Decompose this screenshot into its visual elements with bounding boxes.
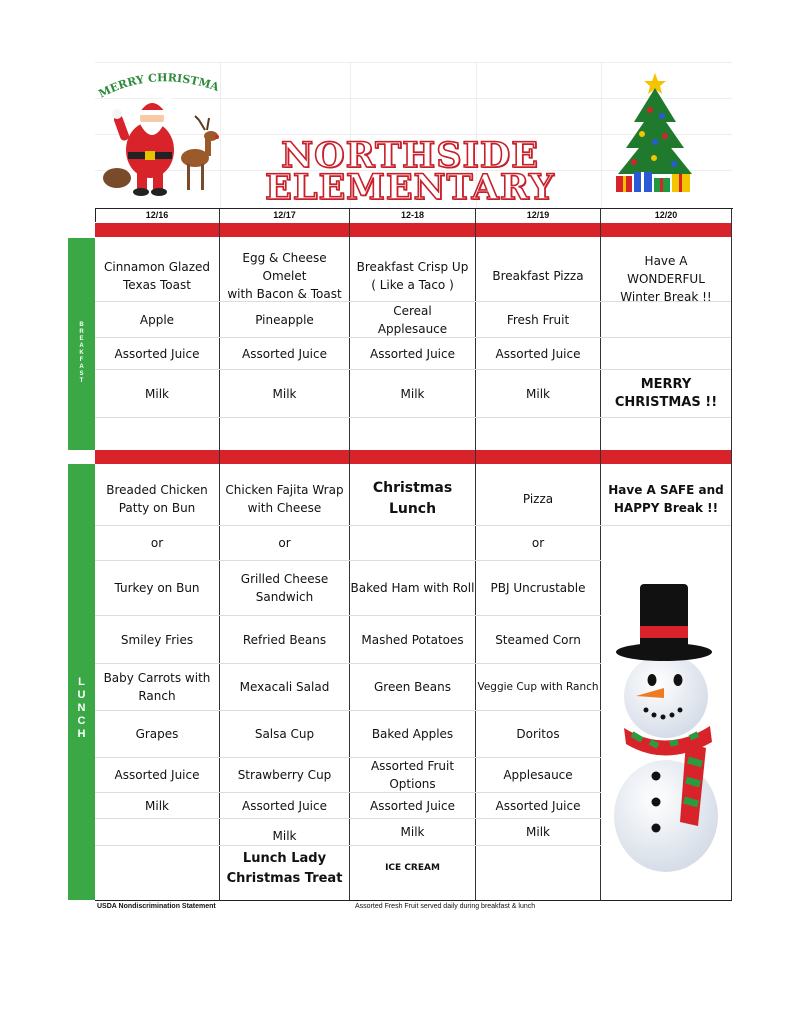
lunch-cell: PBJ Uncrustable [490,581,586,595]
lunch-cell: Salsa Cup [254,727,315,741]
lunch-lady-treat: Lunch Lady Christmas Treat [226,851,343,886]
friday-winter-break-note: Have A WONDERFUL Winter Break !! [620,254,712,304]
lunch-cell: Veggie Cup with Ranch [477,681,599,693]
breakfast-cell: Fresh Fruit [506,312,570,327]
lunch-cell: Strawberry Cup [237,768,332,782]
lunch-cell: Grapes [135,727,179,741]
friday-merry-christmas: MERRY CHRISTMAS !! [614,376,718,410]
lunch-cell: Applesauce [503,768,573,782]
lunch-cell: Baby Carrots with Ranch [103,671,211,703]
breakfast-side-label: BREAKFAST [79,322,84,384]
breakfast-cell: Milk [400,386,425,401]
snowman-illustration [606,576,726,876]
lunch-cell: Assorted Juice [242,798,327,813]
usda-statement-link[interactable]: USDA Nondiscrimination Statement [97,903,216,910]
breakfast-cell: Cinnamon Glazed Texas Toast [103,260,210,292]
breakfast-cell: Milk [272,386,297,401]
breakfast-cell: Assorted Juice [242,346,327,361]
fresh-fruit-note: Assorted Fresh Fruit served daily during breakfast & lunch [355,903,536,910]
lunch-cell: Chicken Fajita Wrap with Cheese [225,483,344,515]
lunch-cell: Milk [272,829,297,843]
school-title-line1: NORTHSIDE [281,135,539,176]
breakfast-cell: Cereal Applesauce [377,303,448,336]
lunch-cell: Milk [526,825,550,839]
lunch-cell: or [531,536,545,550]
lunch-cell: Mexacali Salad [239,680,330,694]
lunch-side-label: LUNCH [77,676,86,740]
school-title-line2: ELEMENTARY [265,167,555,208]
lunch-cell: Milk [400,825,425,839]
lunch-cell: Assorted Juice [370,798,455,813]
breakfast-cell: Assorted Juice [114,346,200,361]
date-header-tue: 12/17 [220,209,350,221]
lunch-cell: Baked Ham with Roll [350,581,475,595]
date-header-wed: 12-18 [350,209,476,221]
lunch-cell: Mashed Potatoes [361,632,464,647]
breakfast-cell: Apple [139,312,175,327]
lunch-cell: Turkey on Bun [114,581,200,595]
lunch-cell: or [150,536,164,550]
lunch-cell: or [278,536,291,550]
lunch-cell: Assorted Fruit Options [370,759,455,791]
lunch-cell: Grilled Cheese Sandwich [240,572,329,604]
breakfast-cell: Milk [145,386,169,401]
lunch-cell: Assorted Juice [495,798,581,813]
friday-safe-break-note: Have A SAFE and HAPPY Break !! [608,483,724,515]
breakfast-cell: Assorted Juice [495,346,581,361]
date-header-mon: 12/16 [95,209,220,221]
lunch-cell: Doritos [516,727,560,741]
lunch-cell: Refried Beans [242,632,327,647]
breakfast-cell: Milk [526,386,550,401]
lunch-cell: Smiley Fries [120,632,194,647]
breakfast-cell: Egg & Cheese Omelet with Bacon & Toast [227,251,342,301]
christmas-lunch-title: Christmas Lunch [372,480,453,517]
lunch-cell: Pizza [522,492,554,506]
ice-cream-item: ICE CREAM [385,863,440,873]
lunch-cell: Milk [145,798,169,813]
breakfast-cell: Breakfast Pizza [492,269,584,283]
lunch-cell: Steamed Corn [495,632,581,647]
date-header-fri: 12/20 [601,209,732,221]
lunch-cell: Green Beans [374,680,451,694]
santa-banner-text: MERRY CHRISTMA [96,71,221,101]
lunch-cell: Baked Apples [371,727,454,741]
date-header-thu: 12/19 [476,209,601,221]
lunch-cell: Assorted Juice [114,768,200,782]
breakfast-cell: Breakfast Crisp Up ( Like a Taco ) [356,260,469,292]
breakfast-cell: Pineapple [255,312,314,327]
lunch-cell: Breaded Chicken Patty on Bun [106,483,208,515]
breakfast-cell: Assorted Juice [370,346,455,361]
